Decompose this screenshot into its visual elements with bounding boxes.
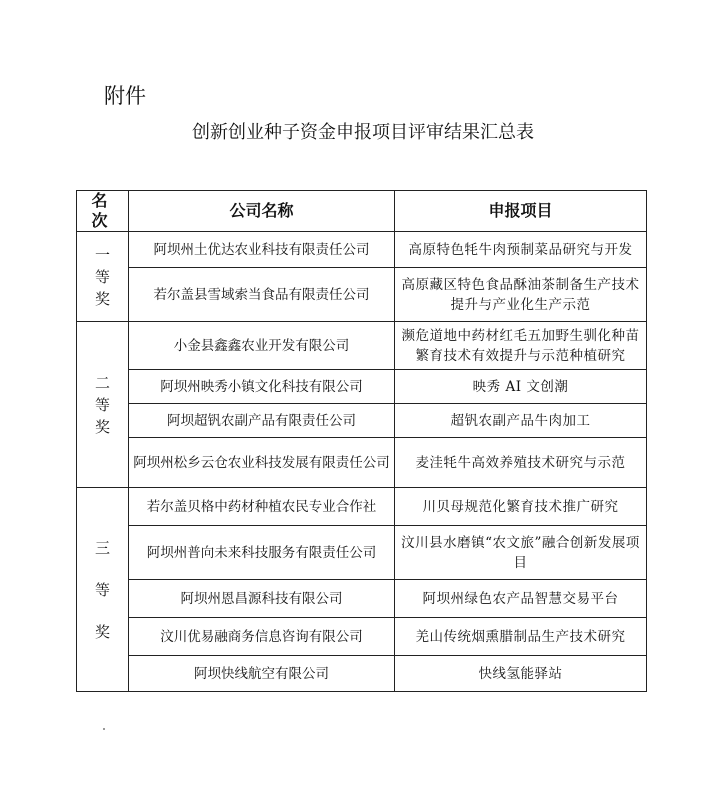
company-cell: 若尔盖贝格中药材种植农民专业合作社: [129, 488, 395, 526]
project-cell: 阿坝州绿色农产品智慧交易平台: [395, 580, 647, 618]
company-cell: 阿坝州土优达农业科技有限责任公司: [129, 232, 395, 268]
header-project: 申报项目: [395, 191, 647, 232]
table-row: [77, 580, 647, 618]
table-row: [77, 370, 647, 404]
company-cell: 阿坝州映秀小镇文化科技有限公司: [129, 370, 395, 404]
results-table: [76, 190, 647, 692]
rank-cell-second: [77, 322, 129, 488]
header-company: 公司名称: [129, 191, 395, 232]
project-cell: 快线氢能驿站: [395, 656, 647, 692]
rank-label: 三等奖: [94, 538, 110, 641]
rank-cell-first: [77, 232, 129, 322]
table-row: [77, 526, 647, 580]
project-cell: 超钒农副产品牛肉加工: [395, 404, 647, 438]
table-row: [77, 488, 647, 526]
company-cell: 小金县鑫鑫农业开发有限公司: [129, 322, 395, 370]
project-cell: 汶川县水磨镇“农文旅”融合创新发展项目: [395, 526, 647, 580]
table-row: [77, 656, 647, 692]
company-cell: 若尔盖县雪域索当食品有限责任公司: [129, 268, 395, 322]
table-row: [77, 268, 647, 322]
project-cell: 高原特色牦牛肉预制菜品研究与开发: [395, 232, 647, 268]
scan-speck: [103, 728, 105, 730]
table-row: [77, 438, 647, 488]
project-cell: 羌山传统烟熏腊制品生产技术研究: [395, 618, 647, 656]
table-row: [77, 232, 647, 268]
company-cell: 阿坝快线航空有限公司: [129, 656, 395, 692]
project-cell: 映秀 AI 文创潮: [395, 370, 647, 404]
rank-label: 二等奖: [94, 373, 110, 436]
rank-label: 一等奖: [94, 245, 110, 308]
project-cell: 川贝母规范化繁育技术推广研究: [395, 488, 647, 526]
header-rank: 名次: [77, 191, 129, 232]
company-cell: 阿坝超钒农副产品有限责任公司: [129, 404, 395, 438]
project-cell: 麦洼牦牛高效养殖技术研究与示范: [395, 438, 647, 488]
company-cell: 阿坝州普向未来科技服务有限责任公司: [129, 526, 395, 580]
company-cell: 阿坝州松乡云仓农业科技发展有限责任公司: [129, 438, 395, 488]
project-cell: 濒危道地中药材红毛五加野生驯化种苗繁育技术有效提升与示范种植研究: [395, 322, 647, 370]
table-row: [77, 322, 647, 370]
company-cell: 汶川优易融商务信息咨询有限公司: [129, 618, 395, 656]
table-header-row: [77, 191, 647, 232]
table-row: [77, 618, 647, 656]
document-title: 创新创业种子资金申报项目评审结果汇总表: [192, 122, 534, 143]
company-cell: 阿坝州恩昌源科技有限公司: [129, 580, 395, 618]
rank-cell-third: [77, 488, 129, 692]
attachment-label: 附件: [104, 84, 146, 108]
table-row: [77, 404, 647, 438]
project-cell: 高原藏区特色食品酥油茶制备生产技术提升与产业化生产示范: [395, 268, 647, 322]
